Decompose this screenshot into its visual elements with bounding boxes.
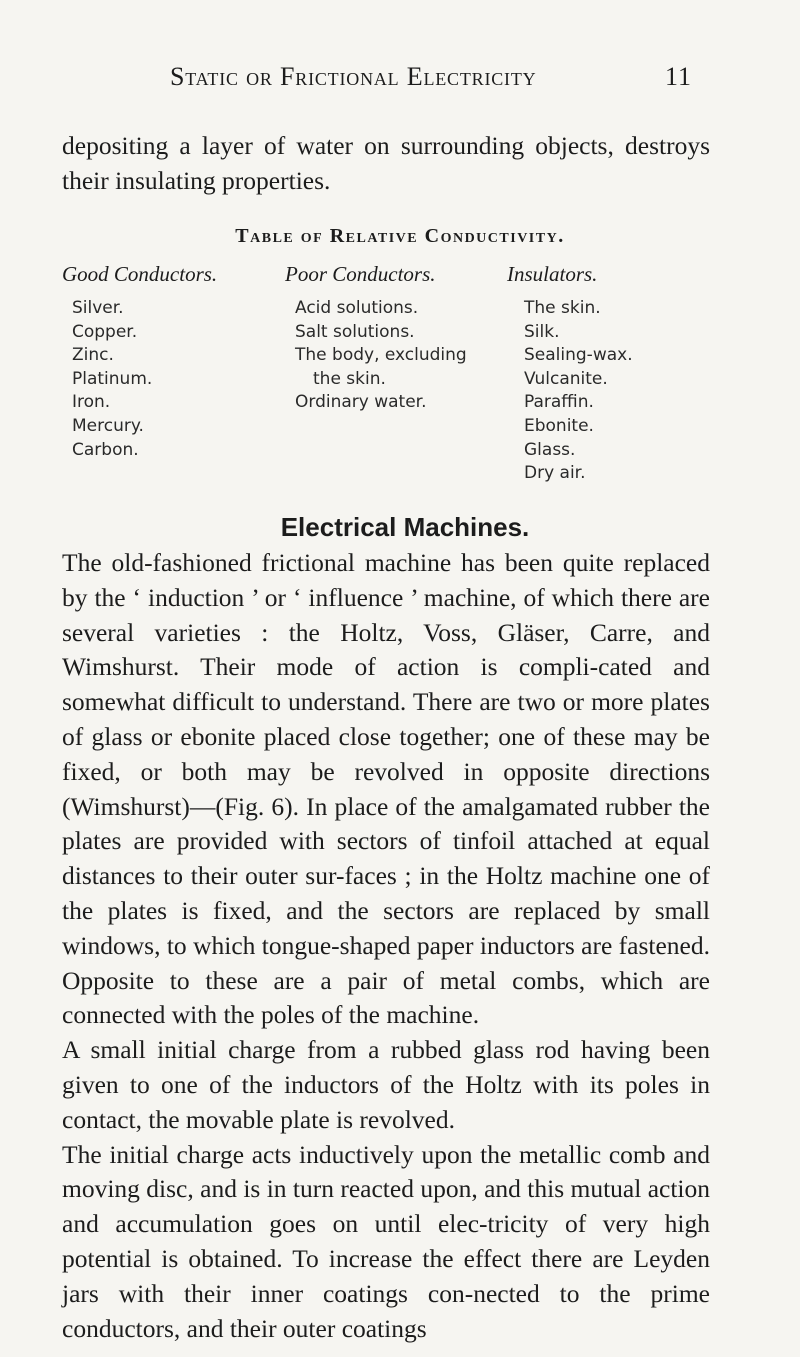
poor-conductors-list bbox=[285, 297, 467, 415]
running-head bbox=[0, 62, 800, 94]
list-item: Platinum. bbox=[72, 368, 153, 389]
list-item: Zinc. bbox=[72, 345, 114, 366]
section-heading: Electrical Machines. bbox=[280, 512, 530, 542]
paragraph: The old-fashioned frictional machine has been quite replaced by the ‘ induction ’ or ‘ influence ’ machine, of which there are several varieties : the Holtz, Voss, Gläser, Carre, and Wimshurst. Their mode of action is compli-cated and somewhat difficult to understand. There are two or more plates of glass or ebonite placed close together; one of these may be fixed, or both may be revolved in opposite directions (Wimshurst)—(Fig. 6). In place of the amalgamated rubber the plates are provided with sectors of tinfoil attached at equal distances to their outer sur-faces ; in the Holtz machine one of the plates is fixed, and the sectors are replaced by small windows, to which tongue-shaped paper inductors are fastened. Opposite to these are a pair of metal combs, which are connected with the poles of the machine. bbox=[62, 548, 710, 1030]
intro-paragraph: depositing a layer of water on surrounding objects, destroys their insulating properties. bbox=[62, 131, 710, 195]
poor-conductors-column bbox=[285, 262, 467, 415]
list-item: The body, excluding bbox=[295, 345, 467, 366]
insulators-list bbox=[507, 297, 633, 486]
list-item: Glass. bbox=[524, 439, 576, 460]
list-item: Dry air. bbox=[524, 463, 586, 484]
list-item: Silk. bbox=[524, 321, 560, 342]
running-title: Static or Frictional Electricity bbox=[170, 62, 537, 91]
list-item: Sealing-wax. bbox=[524, 345, 633, 366]
conductivity-table bbox=[62, 262, 712, 502]
list-item: Silver. bbox=[72, 298, 124, 318]
list-item: Mercury. bbox=[72, 415, 144, 436]
list-item: Carbon. bbox=[72, 439, 139, 460]
list-item: The skin. bbox=[524, 298, 601, 318]
paragraph: A small initial charge from a rubbed glass rod having been given to one of the inductors of the Holtz with its poles in contact, the movable plate is revolved. bbox=[62, 1035, 710, 1134]
table-title: Table of Relative Conductivity. bbox=[235, 225, 565, 247]
list-item: Salt solutions. bbox=[295, 321, 415, 342]
list-item: Copper. bbox=[72, 321, 138, 342]
list-item: Vulcanite. bbox=[524, 368, 608, 389]
list-item: Acid solutions. bbox=[295, 298, 419, 318]
good-conductors-column bbox=[62, 262, 217, 462]
good-conductors-heading: Good Conductors. bbox=[62, 262, 218, 286]
list-item: Iron. bbox=[72, 392, 111, 413]
poor-conductors-heading: Poor Conductors. bbox=[285, 262, 436, 286]
list-item: the skin. bbox=[313, 368, 386, 389]
page-number: 11 bbox=[665, 62, 693, 91]
insulators-column bbox=[507, 262, 633, 486]
list-item: Ebonite. bbox=[524, 415, 594, 436]
paragraph: The initial charge acts inductively upon the metallic comb and moving disc, and is in turn reacted upon, and this mutual action and accumulation goes on until elec-tricity of very high potential is obtained. To increase the effect there are Leyden jars with their inner coatings con-nected to the prime conductors, and their outer coatings bbox=[62, 1139, 710, 1343]
good-conductors-list bbox=[62, 297, 217, 462]
list-item: Paraffin. bbox=[524, 392, 594, 413]
section-body bbox=[62, 546, 710, 1346]
list-item: Ordinary water. bbox=[295, 392, 427, 413]
insulators-heading: Insulators. bbox=[507, 262, 598, 286]
